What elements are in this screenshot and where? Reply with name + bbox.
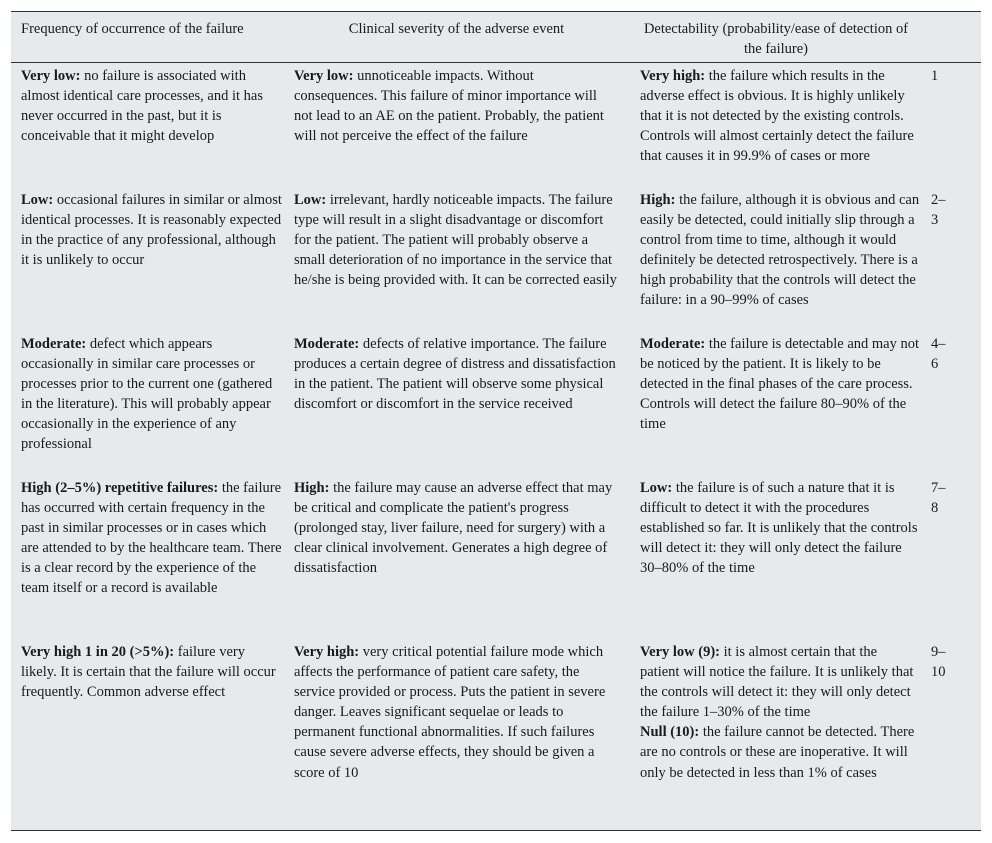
severity-cell xyxy=(294,66,619,146)
table-header xyxy=(11,12,981,63)
cell-text: the failure which results in the adverse effect is obvious. It is highly unlikely that it is not detected by the existing controls. Controls will almost certainly detect the failure that causes it in 99.9% of cases or more xyxy=(640,68,914,165)
cell-text: defect which appears occasionally in similar care processes or processes prior to the current one (gathered in the literature). This will probably appear occasionally in the experience of any professional xyxy=(21,336,273,453)
header-frequency: Frequency of occurrence of the failure xyxy=(21,21,244,37)
score-cell: 4– 6 xyxy=(931,336,946,373)
cell-label: Very high: xyxy=(640,68,706,84)
frequency-cell xyxy=(21,66,283,146)
detectability-entry xyxy=(640,642,920,722)
cell-text: very critical potential failure mode which affects the performance of patient care safety, the service provided or process. Puts the patient in severe danger. Leaves significant sequelae or leads to permanent functional abnormalities. If such failures cause severe adverse effects, they should be given a score of 10 xyxy=(294,644,606,781)
frequency-cell xyxy=(21,478,283,599)
detectability-cell xyxy=(640,66,920,166)
cell-text: the failure has occurred with certain frequency in the past in similar processes or in cases which are attended to by the healthcare team. There is a clear record by the experience of the team itself or a record is available xyxy=(21,480,282,597)
detectability-cell xyxy=(640,478,920,578)
risk-scoring-table xyxy=(11,11,981,831)
header-detectability: Detectability (probability/ease of detection of the failure) xyxy=(643,21,909,57)
cell-text: occasional failures in similar or almost identical processes. It is reasonably expected in the practice of any professional, although it is unlikely to occur xyxy=(21,192,282,269)
score-cell: 2– 3 xyxy=(931,192,946,229)
detectability-entry xyxy=(640,722,920,782)
frequency-cell xyxy=(21,190,283,270)
cell-label: Very low: xyxy=(21,68,81,84)
cell-text: the failure cannot be detected. There are no controls or these are inoperative. It will only be detected in less than 1% of cases xyxy=(640,724,915,781)
cell-label: Low: xyxy=(294,192,327,208)
severity-cell xyxy=(294,190,619,290)
detectability-cell xyxy=(640,642,920,783)
cell-text: unnoticeable impacts. Without consequences. This failure of minor importance will not lead to an AE on the patient. Probably, the patient will not perceive the effect of the failure xyxy=(294,68,604,145)
cell-text: the failure is detectable and may not be noticed by the patient. It is likely to be detected in the final phases of the care process. Controls will detect the failure 80–90% of the time xyxy=(640,336,920,433)
severity-cell xyxy=(294,334,619,414)
cell-text: it is almost certain that the patient will notice the failure. It is unlikely that the controls will detect it: they will only detect the failure 1–30% of the time xyxy=(640,644,914,721)
severity-cell xyxy=(294,642,619,783)
cell-text: the failure may cause an adverse effect that may be critical and complicate the patient's progress (prolonged stay, liver failure, need for surgery) with a clear clinical involvement. Generates a high degree of dissatisfaction xyxy=(294,480,613,577)
cell-label: Very low: xyxy=(294,68,354,84)
header-severity: Clinical severity of the adverse event xyxy=(348,21,565,37)
cell-text: failure very likely. It is certain that the failure will occur frequently. Common adverse effect xyxy=(21,644,276,701)
severity-cell xyxy=(294,478,619,578)
score-cell: 1 xyxy=(931,68,939,84)
cell-label: Low: xyxy=(21,192,54,208)
cell-label: Very high 1 in 20 (>5%): xyxy=(21,644,175,660)
cell-label: High (2–5%) repetitive failures: xyxy=(21,480,219,496)
cell-label: Moderate: xyxy=(640,336,706,352)
frequency-cell xyxy=(21,642,283,702)
cell-label: Null (10): xyxy=(640,724,700,741)
score-cell: 9– 10 xyxy=(931,644,946,681)
cell-text: the failure, although it is obvious and can easily be detected, could initially slip through a control from time to time, although it would definitely be detected retrospectively. There is a high probability that the controls will detect the failure: in a 90–99% of cases xyxy=(640,192,920,309)
frequency-cell xyxy=(21,334,283,455)
cell-text: defects of relative importance. The failure produces a certain degree of distress and dissatisfaction in the patient. The patient will observe some physical discomfort or discomfort in the service received xyxy=(294,336,616,413)
cell-label: Moderate: xyxy=(294,336,360,352)
detectability-cell xyxy=(640,334,920,434)
cell-label: Very low (9): xyxy=(640,644,720,660)
cell-label: Moderate: xyxy=(21,336,87,352)
cell-label: Very high: xyxy=(294,644,360,660)
cell-label: High: xyxy=(294,480,330,496)
detectability-cell xyxy=(640,190,920,311)
score-cell: 7– 8 xyxy=(931,480,946,517)
cell-label: High: xyxy=(640,192,676,208)
cell-text: the failure is of such a nature that it is difficult to detect it with the procedures established so far. It is unlikely that the controls will detect it: they will only detect the failure 30–80% of the time xyxy=(640,480,918,577)
cell-label: Low: xyxy=(640,480,673,496)
cell-text: no failure is associated with almost identical care processes, and it has never occurred in the past, but it is conceivable that it might develop xyxy=(21,68,263,145)
cell-text: irrelevant, hardly noticeable impacts. The failure type will result in a slight disadvantage or discomfort for the patient. The patient will probably observe a small deterioration of no importance in the service that he/she is being provided with. It can be corrected easily xyxy=(294,192,617,289)
